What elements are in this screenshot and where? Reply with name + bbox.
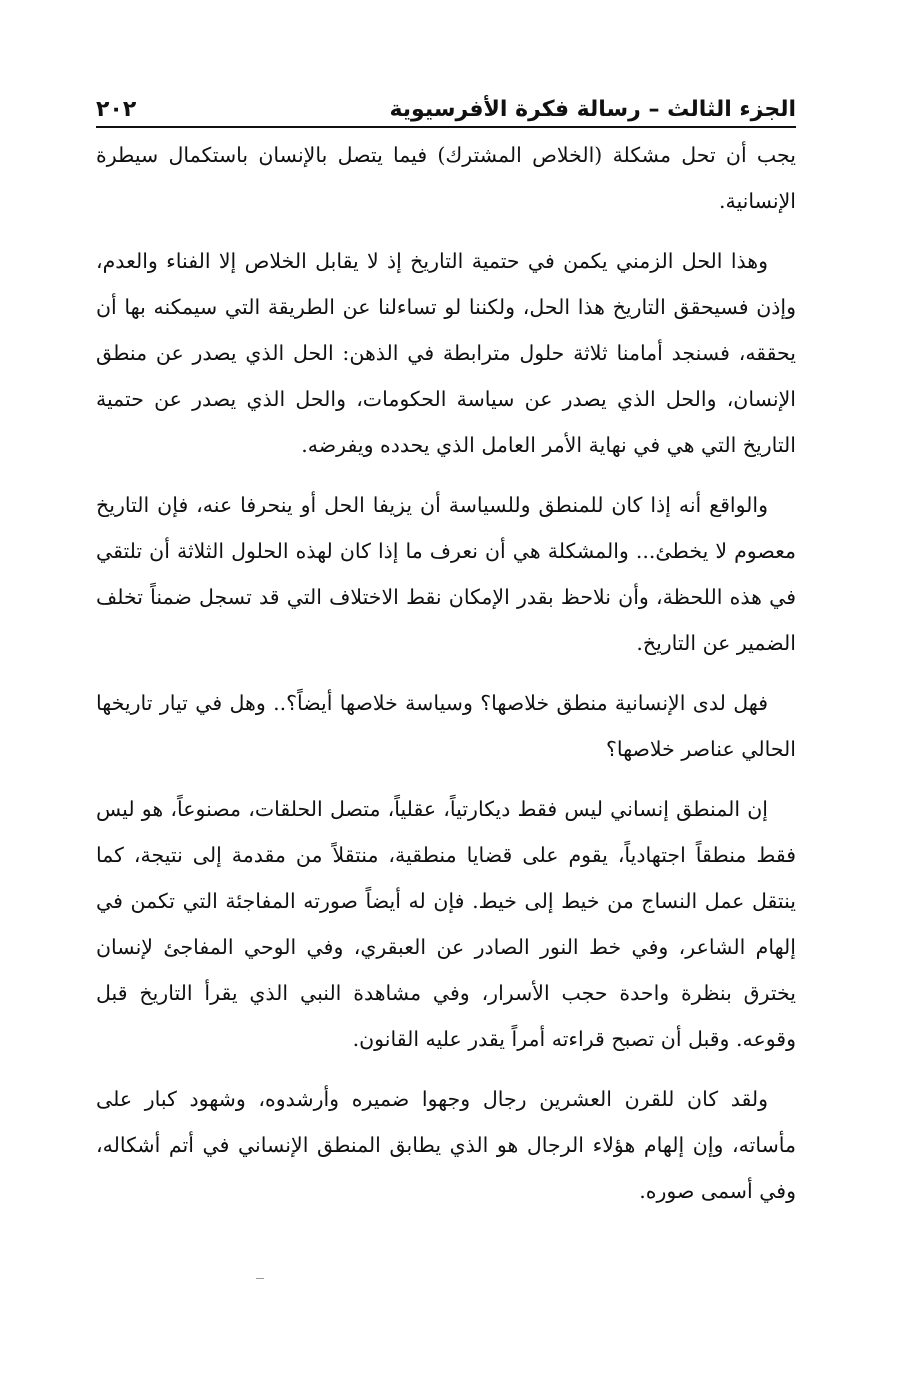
paragraph-2: وهذا الحل الزمني يكمن في حتمية التاريخ إذ لا يقابل الخلاص إلا الفناء والعدم، وإذن فسيحقق التاريخ هذا الحل، ولكننا لو تساءلنا عن الطريقة التي سيمكنه بها أن يحققه، فسنجد أمامنا ثلاثة حلول مترابطة في الذهن: الحل الذي يصدر عن منطق الإنسان، والحل الذي يصدر عن سياسة الحكومات، والحل الذي يصدر عن حتمية التاريخ التي هي في نهاية الأمر العامل الذي يحدده ويفرضه. [96, 249, 796, 457]
paragraph-3: والواقع أنه إذا كان للمنطق وللسياسة أن يزيفا الحل أو ينحرفا عنه، فإن التاريخ معصوم لا يخطئ... والمشكلة هي أن نعرف ما إذا كان لهذه الحلول الثلاثة أن تلتقي في هذه اللحظة، وأن نلاحظ بقدر الإمكان نقط الاختلاف التي قد تسجل ضمناً تخلف الضمير عن التاريخ. [96, 493, 797, 655]
book-page [96, 82, 796, 1228]
paragraph-6: ولقد كان للقرن العشرين رجال وجهوا ضميره وأرشدوه، وشهود كبار على مأساته، وإن إلهام هؤلاء الرجال هو الذي يطابق المنطق الإنساني في أتم أشكاله، وفي أسمى صوره. [96, 1087, 796, 1203]
page-number: ٢٠٢ [96, 97, 137, 122]
page-header [96, 82, 796, 128]
paragraph-4: فهل لدى الإنسانية منطق خلاصها؟ وسياسة خلاصها أيضاً؟.. وهل في تيار تاريخها الحالي عناصر خلاصها؟ [96, 691, 796, 761]
running-title: الجزء الثالث – رسالة فكرة الأفرسيوية [389, 97, 796, 122]
paragraph-1: يجب أن تحل مشكلة (الخلاص المشترك) فيما يتصل بالإنسان باستكمال سيطرة الإنسانية. [96, 143, 796, 213]
paragraph-5: إن المنطق إنساني ليس فقط ديكارتياً، عقلياً، متصل الحلقات، مصنوعاً، هو ليس فقط منطقاً اجتهادياً، يقوم على قضايا منطقية، منتقلاً من مقدمة إلى نتيجة، كما ينتقل عمل النساج من خيط إلى خيط. فإن له أيضاً صورته المفاجئة التي تكمن في إلهام الشاعر، وفي خط النور الصادر عن العبقري، وفي الوحي المفاجئ لإنسان يخترق بنظرة واحدة حجب الأسرار، وفي مشاهدة النبي الذي يقرأ التاريخ قبل وقوعه. وقبل أن تصبح قراءته أمراً يقدر عليه القانون. [96, 797, 796, 1051]
scan-mark [256, 1278, 264, 1279]
body-text [96, 132, 796, 1214]
